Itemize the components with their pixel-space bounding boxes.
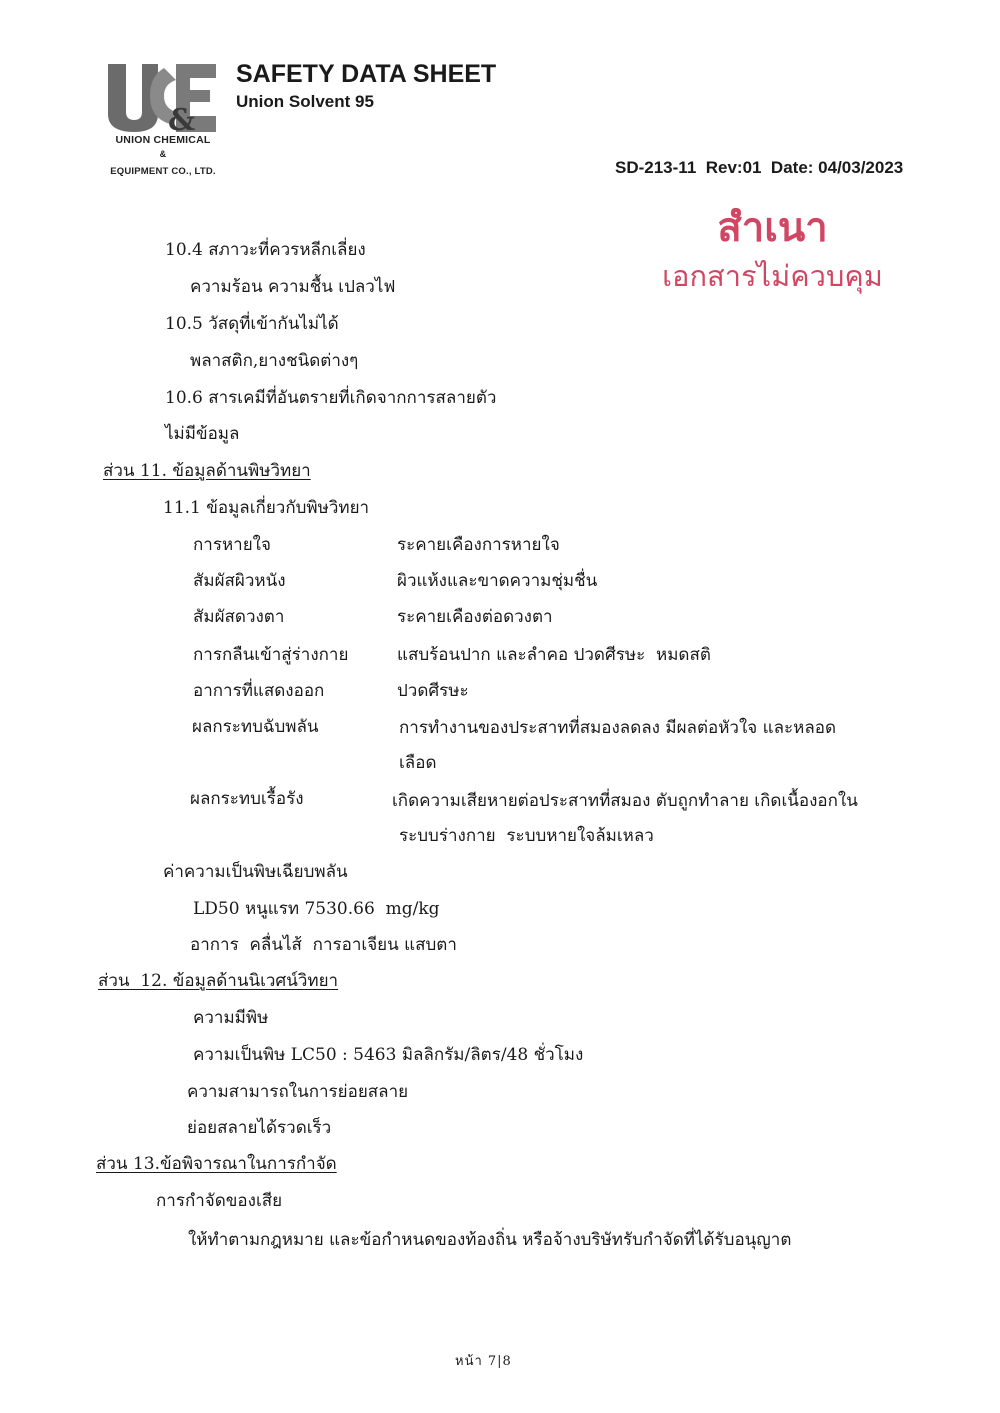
tox-value: การทำงานของประสาทที่สมองลดลง มีผลต่อหัวใจ และหลอด (399, 718, 837, 738)
waste-disposal-heading: การกำจัดของเสีย (156, 1191, 283, 1211)
degradability-text: ย่อยสลายได้รวดเร็ว (187, 1118, 332, 1138)
toxicity-heading: ความมีพิษ (193, 1008, 269, 1028)
s10-6-text: ไม่มีข้อมูล (165, 424, 240, 444)
logo-ampersand: & (159, 149, 167, 159)
acute-toxicity-heading: ค่าความเป็นพิษเฉียบพลัน (163, 862, 348, 882)
stamp-copy-text: สำเนา (717, 205, 828, 251)
tox-label: การหายใจ (193, 535, 271, 555)
uncontrolled-copy-stamp (640, 195, 905, 305)
ld50-value: LD50 หนูแรท 7530.66 mg/kg (193, 899, 440, 919)
symptoms-text: อาการ คลื่นไส้ การอาเจียน แสบตา (190, 935, 457, 955)
s10-4-text: ความร้อน ความชื้น เปลวไฟ (190, 277, 396, 297)
tox-label: อาการที่แสดงออก (193, 681, 325, 701)
s12-heading: ส่วน 12. ข้อมูลด้านนิเวศน์วิทยา (98, 971, 339, 991)
company-logo (106, 62, 220, 179)
tox-label: การกลืนเข้าสู่ร่างกาย (193, 645, 349, 665)
tox-value: ผิวแห้งและขาดความชุ่มชื่น (397, 571, 598, 591)
lc50-value: ความเป็นพิษ LC50 : 5463 มิลลิกรัม/ลิตร/48 ชั่วโมง (193, 1045, 584, 1065)
tox-value: ระคายเคืองการหายใจ (397, 535, 560, 555)
logo-company-line2: EQUIPMENT CO., LTD. (110, 166, 216, 177)
tox-value: เกิดความเสียหายต่อประสาทที่สมอง ตับถูกทำลาย เกิดเนื้องอกใน (392, 791, 858, 811)
uce-logo-icon (106, 62, 218, 134)
s10-5-heading: 10.5 วัสดุที่เข้ากันไม่ได้ (165, 314, 339, 334)
s10-4-heading: 10.4 สภาวะที่ควรหลีกเลี่ยง (165, 240, 366, 260)
tox-label: ผลกระทบเรื้อรัง (190, 789, 304, 809)
degradability-heading: ความสามารถในการย่อยสลาย (187, 1082, 409, 1102)
tox-value-continued: เลือด (399, 753, 437, 773)
tox-value: ปวดศีรษะ (397, 681, 469, 701)
document-title: SAFETY DATA SHEET (236, 60, 497, 88)
s10-5-text: พลาสติก,ยางชนิดต่างๆ (190, 351, 359, 371)
logo-company-line1: UNION CHEMICAL (115, 134, 211, 146)
tox-value: แสบร้อนปาก และลำคอ ปวดศีรษะ หมดสติ (397, 645, 711, 665)
s13-heading: ส่วน 13.ข้อพิจารณาในการกำจัด (96, 1154, 337, 1174)
s11-heading: ส่วน 11. ข้อมูลด้านพิษวิทยา (103, 461, 311, 481)
tox-value: ระคายเคืองต่อดวงตา (397, 607, 553, 627)
waste-disposal-text: ให้ทำตามกฎหมาย และข้อกำหนดของท้องถิ่น หรือจ้างบริษัทรับกำจัดที่ได้รับอนุญาต (188, 1230, 792, 1250)
tox-label: สัมผัสผิวหนัง (193, 571, 286, 591)
tox-label: สัมผัสดวงตา (193, 607, 285, 627)
document-reference: SD-213-11 Rev:01 Date: 04/03/2023 (615, 158, 904, 177)
tox-value-continued: ระบบร่างกาย ระบบหายใจล้มเหลว (399, 826, 654, 846)
s11-1-heading: 11.1 ข้อมูลเกี่ยวกับพิษวิทยา (163, 498, 370, 518)
product-name: Union Solvent 95 (236, 92, 374, 111)
s10-6-heading: 10.6 สารเคมีที่อันตรายที่เกิดจากการสลายตัว (165, 388, 497, 408)
svg-text:&: & (168, 103, 196, 134)
stamp-uncontrolled-text: เอกสารไม่ควบคุม (662, 259, 883, 293)
tox-label: ผลกระทบฉับพลัน (192, 717, 319, 737)
page-number: หน้า 7|8 (455, 1354, 512, 1369)
